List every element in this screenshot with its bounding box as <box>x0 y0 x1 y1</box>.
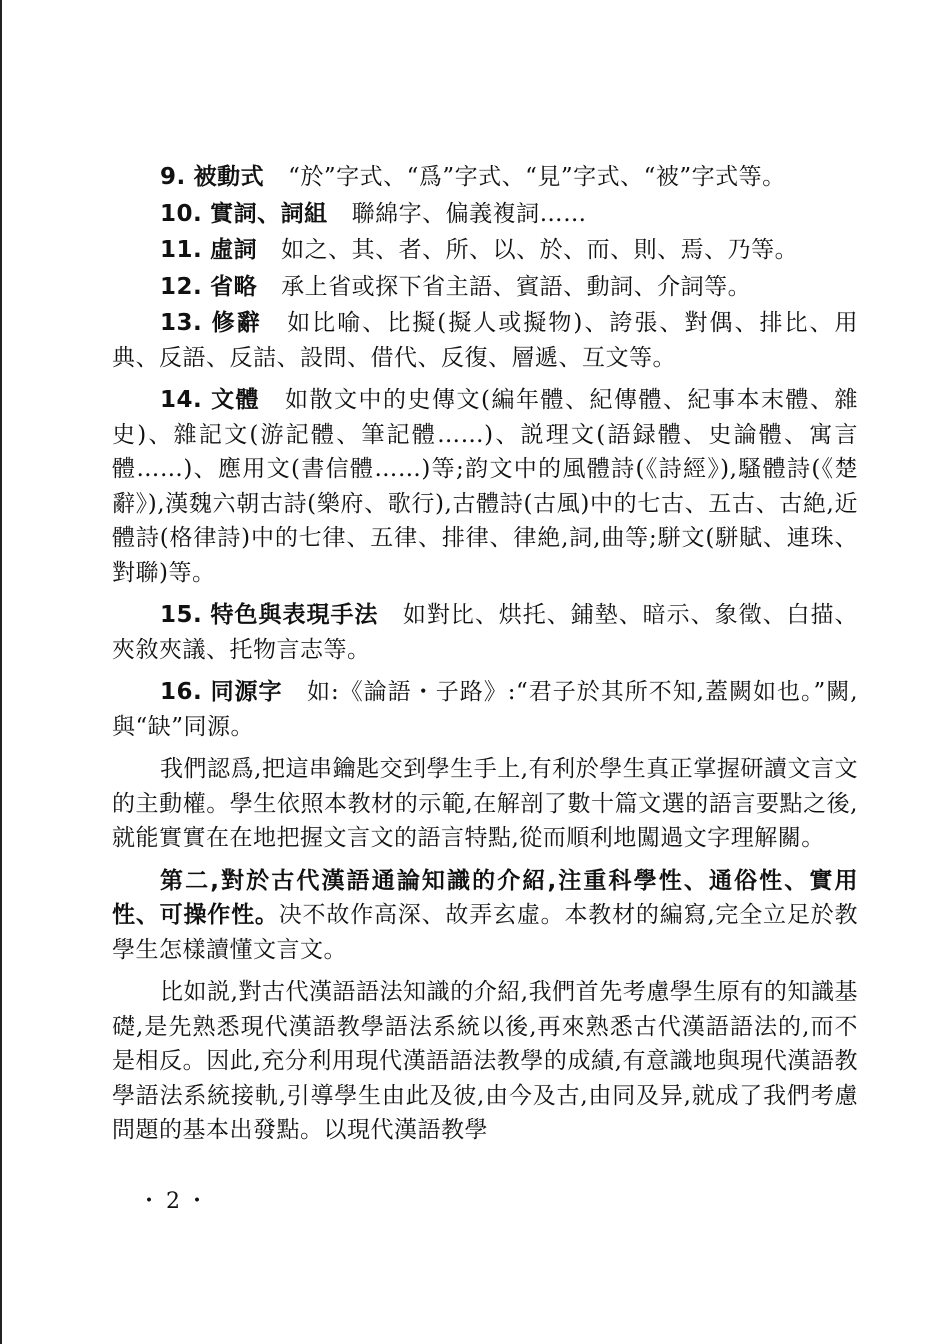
item-number: 15. <box>160 602 203 628</box>
item-term: 被動式 <box>193 164 265 190</box>
item-text: 如比喻、比擬(擬人或擬物)、誇張、對偶、排比、用典、反語、反詰、設問、借代、反復、層遞、互文等。 <box>112 310 859 371</box>
item-term: 修辭 <box>211 310 262 336</box>
list-item <box>112 270 858 305</box>
item-term: 實詞、詞組 <box>210 200 328 227</box>
list-item <box>112 197 858 232</box>
list-item <box>112 675 858 744</box>
item-text: 如散文中的史傳文(編年體、紀傳體、紀事本末體、雜史)、雜記文(游記體、筆記體……)、説理文(語録體、史論體、寓言體……)、應用文(書信體……)等;韵文中的風體詩(《詩經》),騷體詩(《楚辭》),漢魏六朝古詩(樂府、歌行),古體詩(古風)中的七古、五古、古絶,近體詩(格律詩)中的七律、五律、排律、律絶,詞,曲等;駢文(駢賦、連珠、對聯)等。 <box>112 387 858 586</box>
body-paragraph: 我們認爲,把這串鑰匙交到學生手上,有利於學生真正掌握研讀文言文的主動權。學生依照本教材的示範,在解剖了數十篇文選的語言要點之後,就能實實在在地把握文言文的語言特點,從而順利地闖過文字理解關。 <box>112 756 858 851</box>
item-number: 14. <box>160 387 203 413</box>
list-item <box>112 383 858 590</box>
item-term: 虛詞 <box>210 237 258 263</box>
page-body <box>112 160 858 1148</box>
item-term: 省略 <box>210 273 258 300</box>
item-term: 文體 <box>211 387 261 413</box>
item-number: 16. <box>160 679 203 705</box>
item-number: 10. <box>160 200 203 227</box>
body-paragraph <box>112 864 858 968</box>
list-item <box>112 598 858 667</box>
item-term: 同源字 <box>210 679 283 705</box>
item-text: 如之、其、者、所、以、於、而、則、焉、乃等。 <box>281 237 799 263</box>
page-number: ・2・ <box>138 1189 214 1214</box>
item-text: 如對比、烘托、鋪墊、暗示、象徵、白描、夾敘夾議、托物言志等。 <box>112 602 859 663</box>
list-item <box>112 306 858 375</box>
item-number: 11. <box>160 237 203 263</box>
page-edge <box>0 0 2 1344</box>
paragraph-text: 决不故作高深、故弄玄虛。本教材的編寫,完全立足於教學生怎樣讀懂文言文。 <box>112 902 858 963</box>
item-text: 承上省或探下省主語、賓語、動詞、介詞等。 <box>281 273 752 300</box>
item-term: 特色與表現手法 <box>210 602 379 628</box>
item-text: 聯綿字、偏義複詞…… <box>351 200 587 227</box>
item-number: 9. <box>160 164 186 190</box>
item-text: 如:《論語・子路》:“君子於其所不知,蓋闕如也。”闕,與“缺”同源。 <box>112 679 859 740</box>
body-paragraph: 比如説,對古代漢語語法知識的介紹,我們首先考慮學生原有的知識基礎,是先熟悉現代漢語教學語法系統以後,再來熟悉古代漢語語法的,而不是相反。因此,充分利用現代漢語語法教學的成績,有意識地與現代漢語教學語法系統接軌,引導學生由此及彼,由今及古,由同及异,就成了我們考慮問題的基本出發點。以現代漢語教學 <box>112 979 858 1143</box>
emphasis-text: 第二,對於古代漢語通論知識的介紹,注重科學性、通俗性、實用性、可操作性。 <box>112 867 858 928</box>
item-number: 12. <box>160 273 203 300</box>
item-text: “於”字式、“爲”字式、“見”字式、“被”字式等。 <box>288 164 786 190</box>
list-item <box>112 233 858 268</box>
list-item <box>112 160 858 195</box>
item-number: 13. <box>160 310 203 336</box>
